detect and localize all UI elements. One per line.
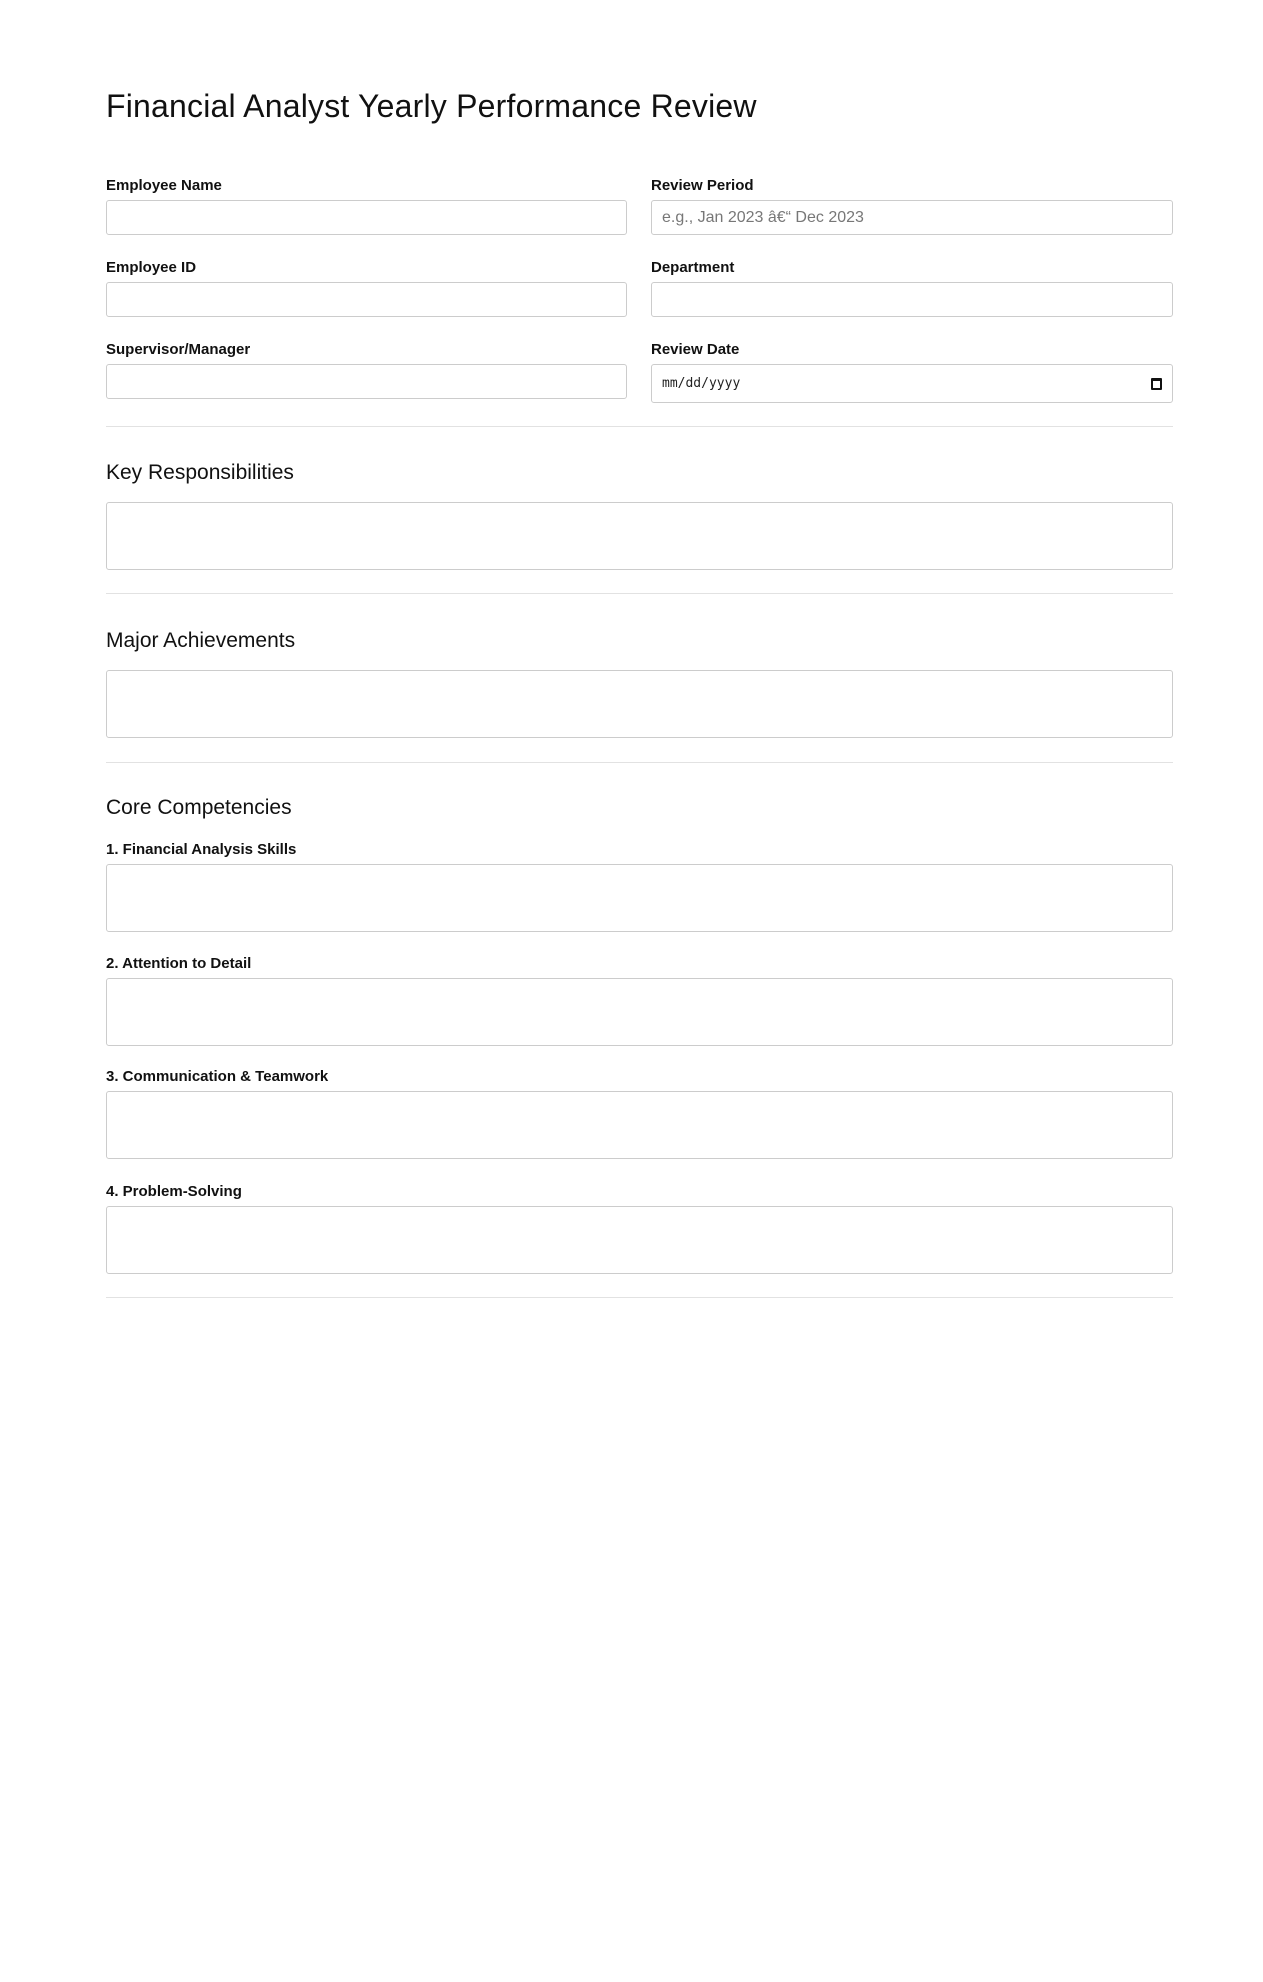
review-period-placeholder: e.g., Jan 2023 â€“ Dec 2023 <box>662 208 864 226</box>
review-period-label: Review Period <box>651 177 754 194</box>
divider <box>106 593 1173 594</box>
employee-id-label: Employee ID <box>106 259 197 276</box>
supervisor-input[interactable] <box>106 364 627 399</box>
communication-textarea[interactable] <box>106 1091 1173 1159</box>
divider <box>106 762 1173 763</box>
employee-name-input[interactable] <box>106 200 627 235</box>
calendar-icon[interactable] <box>1151 378 1162 390</box>
key-responsibilities-textarea[interactable] <box>106 502 1173 570</box>
financial-analysis-textarea[interactable] <box>106 864 1173 932</box>
attention-to-detail-textarea[interactable] <box>106 978 1173 1046</box>
competency-label-financial-analysis: 1. Financial Analysis Skills <box>106 841 297 858</box>
employee-name-label: Employee Name <box>106 177 222 194</box>
competency-label-communication: 3. Communication & Teamwork <box>106 1068 329 1085</box>
supervisor-label: Supervisor/Manager <box>106 341 251 358</box>
review-date-input[interactable] <box>651 364 1173 403</box>
key-responsibilities-heading: Key Responsibilities <box>106 461 294 484</box>
employee-id-input[interactable] <box>106 282 627 317</box>
core-competencies-heading: Core Competencies <box>106 796 292 819</box>
major-achievements-textarea[interactable] <box>106 670 1173 738</box>
review-date-placeholder: mm/dd/yyyy <box>662 376 741 391</box>
divider <box>106 1297 1173 1298</box>
page-title: Financial Analyst Yearly Performance Review <box>106 88 757 124</box>
problem-solving-textarea[interactable] <box>106 1206 1173 1274</box>
review-date-label: Review Date <box>651 341 740 358</box>
competency-label-attention-to-detail: 2. Attention to Detail <box>106 955 252 972</box>
divider <box>106 426 1173 427</box>
department-input[interactable] <box>651 282 1173 317</box>
major-achievements-heading: Major Achievements <box>106 629 296 652</box>
department-label: Department <box>651 259 735 276</box>
review-period-input[interactable] <box>651 200 1173 235</box>
competency-label-problem-solving: 4. Problem-Solving <box>106 1183 242 1200</box>
